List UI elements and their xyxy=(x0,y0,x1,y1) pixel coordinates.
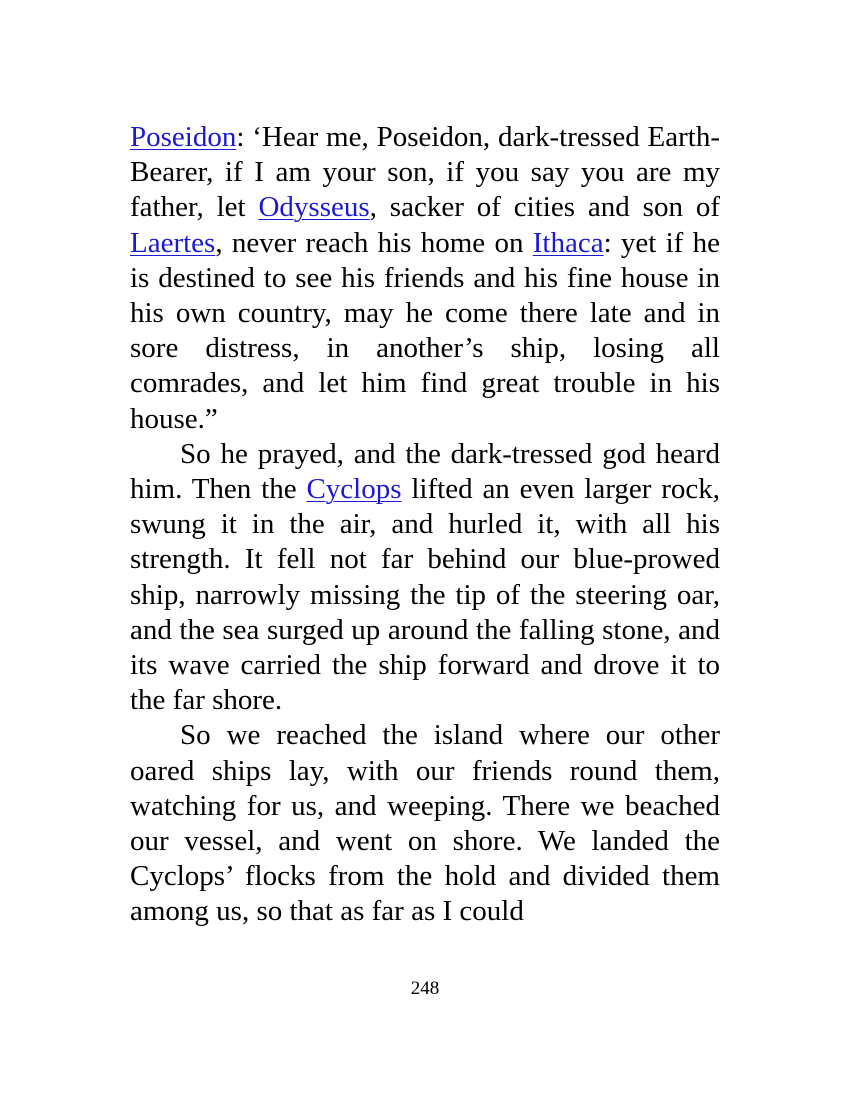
paragraph-text: So he prayed, and the dark-tressed god heard him. Then the xyxy=(130,437,720,506)
paragraph-text: : ‘Hear me, Poseidon, dark-tressed Earth-Bearer, if I am your son, if you say you are my father, let xyxy=(130,121,720,224)
paragraph-text: So we reached the island where our other oared ships lay, with our friends round them, watching for us, and weeping. There we beached our vessel, and went on shore. We landed the Cyclops’ flocks from the hold and divided them among us, so that as far as I could xyxy=(130,719,720,928)
paragraph-text: : yet if he is destined to see his friends and his fine house in his own country, may he come there late and in sore distress, in another’s ship, losing all comrades, and let him find great trouble in his house.” xyxy=(130,226,720,435)
paragraph-text: , sacker of cities and son of xyxy=(369,191,720,224)
paragraph-text: lifted an even larger rock, swung it in the air, and hurled it, with all his strength. It fell not far behind our blue-prowed ship, narrowly missing the tip of the steering oar, and the sea surged up around the falling stone, and its wave carried the ship forward and drove it to the far shore. xyxy=(130,473,721,717)
link-poseidon[interactable]: Poseidon xyxy=(130,121,237,153)
page-body xyxy=(130,120,720,930)
paragraph-cyclops-rock xyxy=(130,437,720,719)
paragraph-text: , never reach his home on xyxy=(215,226,533,259)
paragraph-poseidon-prayer xyxy=(130,120,720,437)
link-laertes[interactable]: Laertes xyxy=(130,226,216,259)
link-cyclops[interactable]: Cyclops xyxy=(306,473,402,506)
link-odysseus[interactable]: Odysseus xyxy=(258,191,370,224)
link-ithaca[interactable]: Ithaca xyxy=(532,226,604,259)
paragraph-island-arrival xyxy=(130,718,720,929)
page-number: 248 xyxy=(410,978,440,999)
